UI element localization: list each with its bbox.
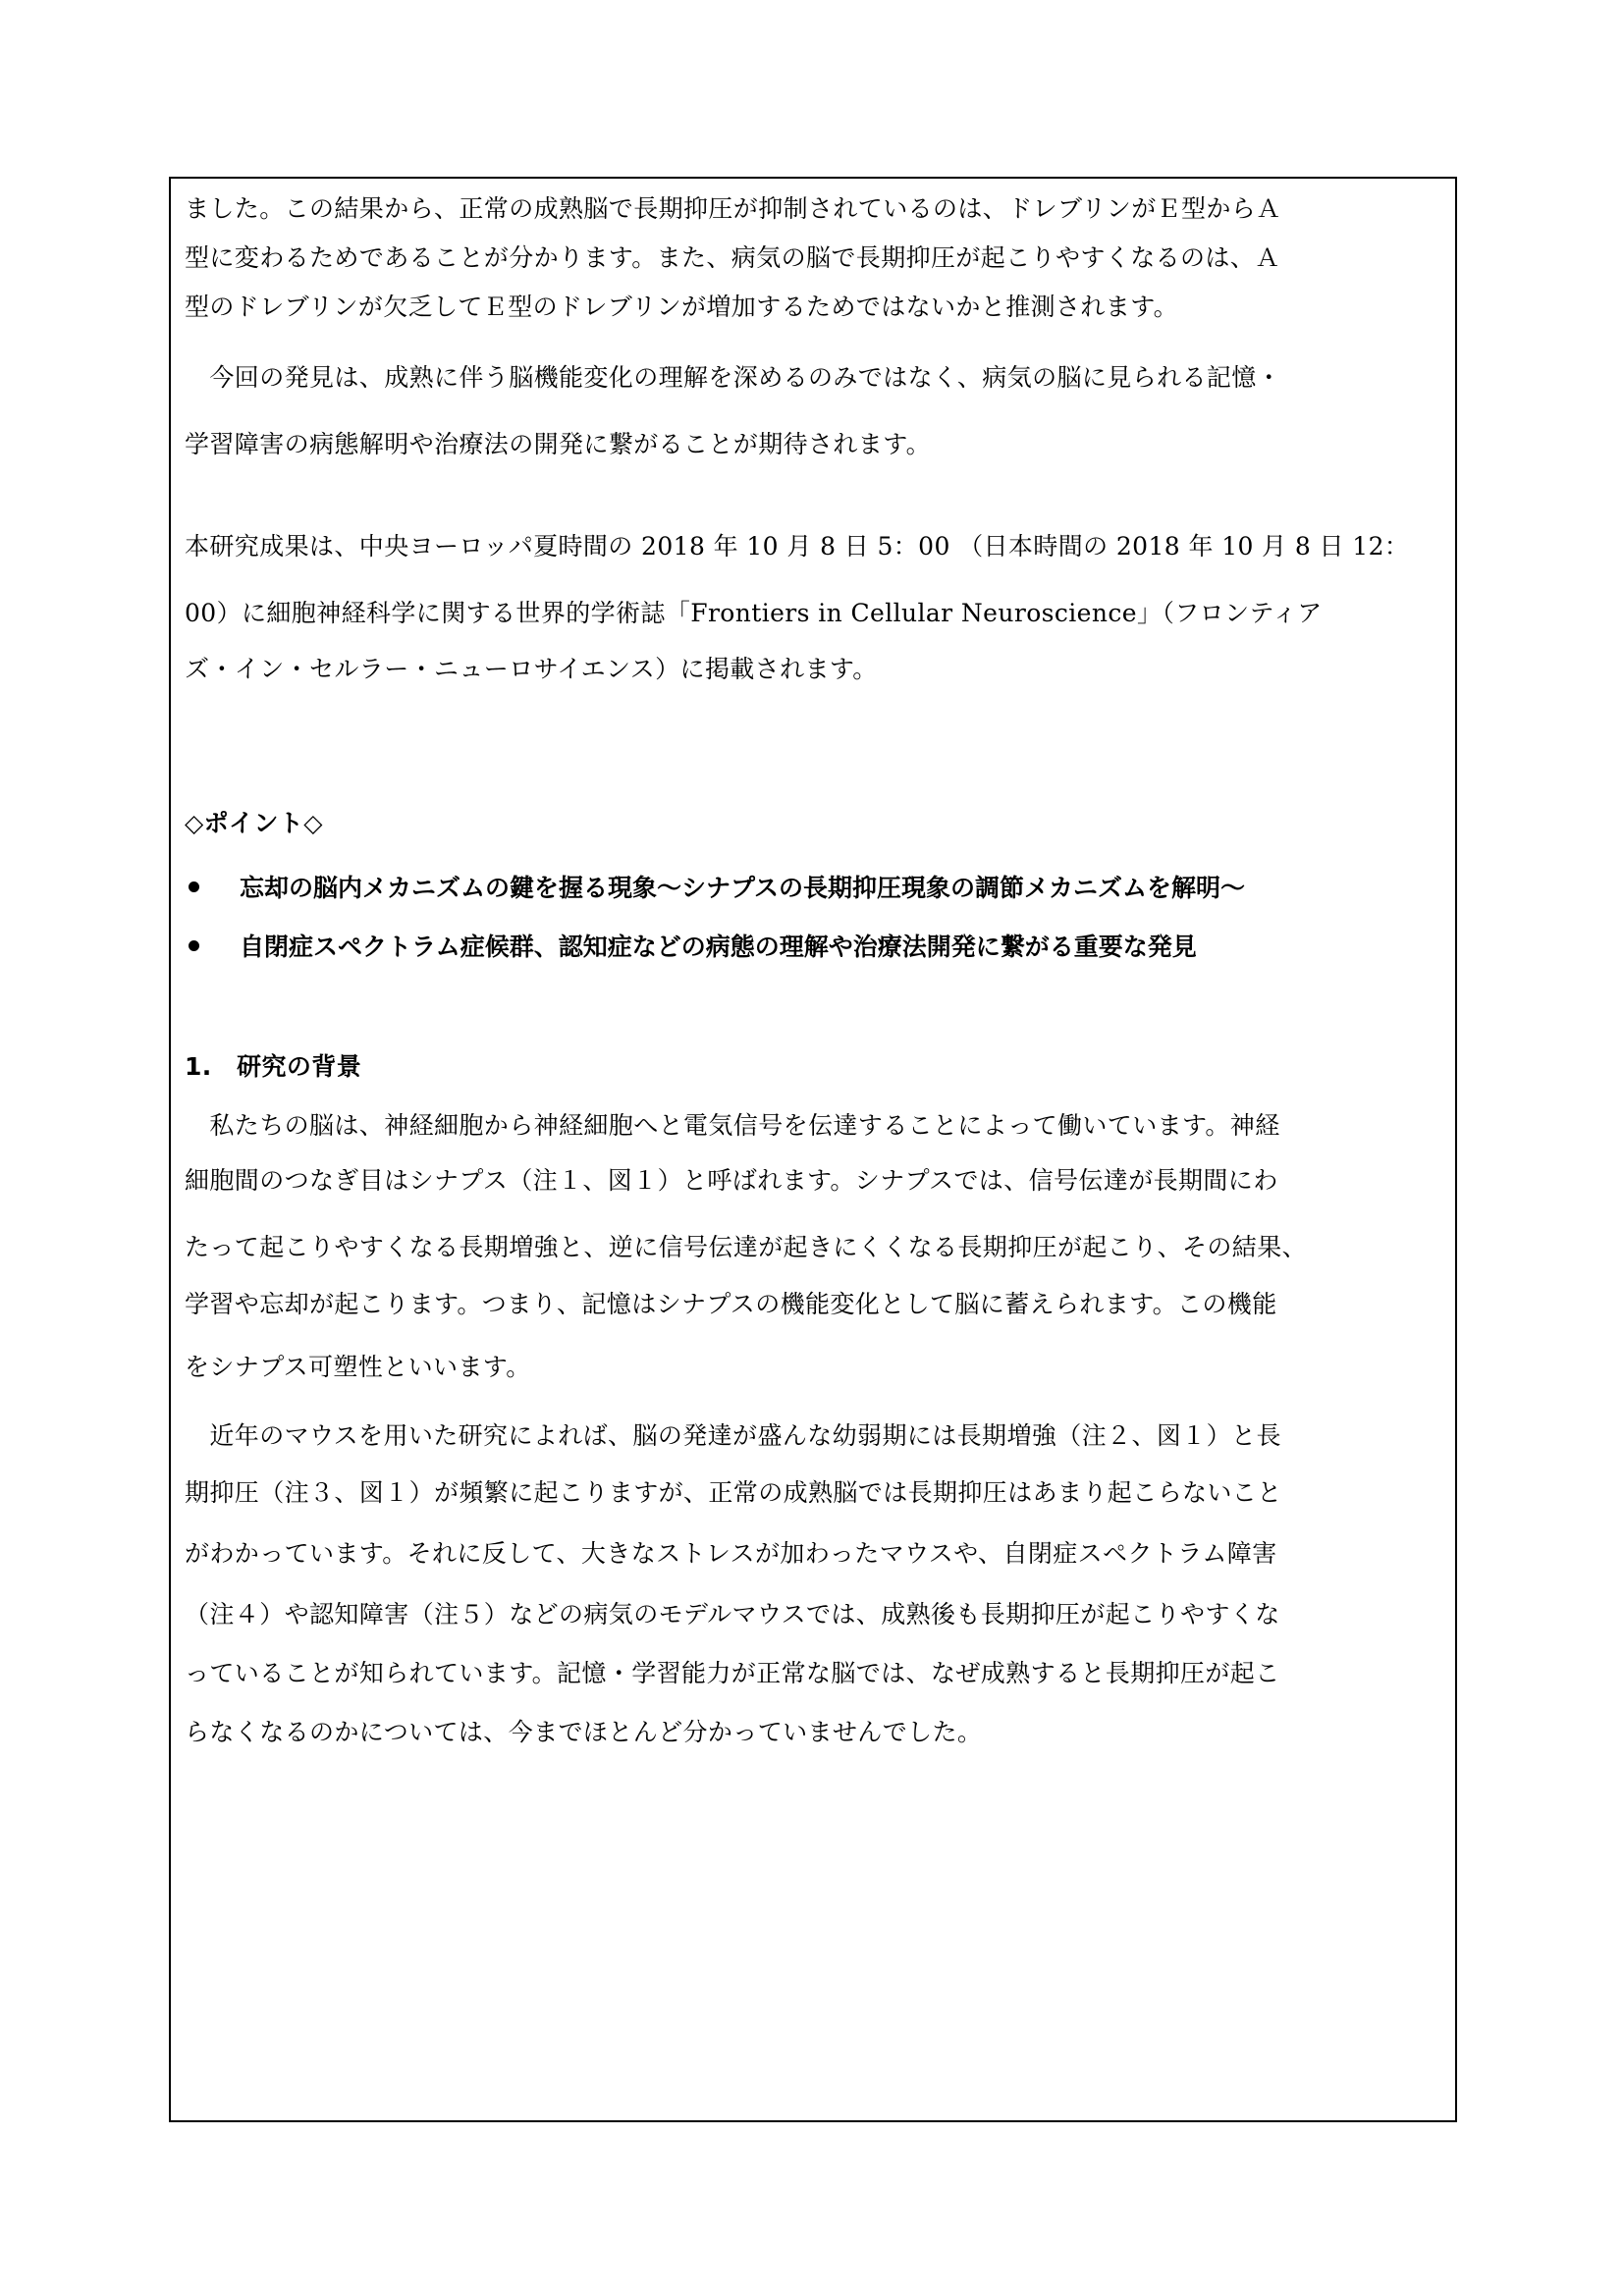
section1-para1-line: 私たちの脳は、神経細胞から神経細胞へと電気信号を伝達することによって働いています。神経 <box>185 1111 1280 1140</box>
discovery-line: 今回の発見は、成熟に伴う脳機能変化の理解を深めるのみではなく、病気の脳に見られる記憶・ <box>185 363 1282 392</box>
publication-line: 本研究成果は、中央ヨーロッパ夏時間の 2018 年 10 月 8 日 5：00 （日本時間の 2018 年 10 月 8 日 12： <box>185 532 1410 561</box>
section-heading: 1. 研究の背景 <box>185 1052 362 1081</box>
point-item <box>185 872 1246 905</box>
section1-para2-line: がわかっています。それに反して、大きなストレスが加わったマウスや、自閉症スペクトラム障害 <box>185 1539 1277 1568</box>
intro-line: 型に変わるためであることが分かります。また、病気の脳で長期抑圧が起こりやすくなるのは、Ａ <box>185 243 1280 272</box>
point-item <box>185 931 1197 964</box>
section1-para2-line: っていることが知られています。記憶・学習能力が正常な脳では、なぜ成熟すると長期抑圧が起こ <box>185 1659 1280 1687</box>
section1-para1-line: たって起こりやすくなる長期増強と、逆に信号伝達が起きにくくなる長期抑圧が起こり、その結果、 <box>185 1233 1308 1261</box>
publication-line: 00）に細胞神経科学に関する世界的学術誌「Frontiers in Cellular Neuroscience」（フロンティア <box>185 599 1323 627</box>
bullet-icon <box>189 881 199 892</box>
content-frame <box>169 177 1457 2122</box>
bullet-icon <box>189 940 199 951</box>
section1-para2-line: らなくなるのかについては、今までほとんど分かっていませんでした。 <box>185 1718 983 1746</box>
discovery-line: 学習障害の病態解明や治療法の開発に繋がることが期待されます。 <box>185 430 932 458</box>
points-heading: ◇ポイント◇ <box>185 809 323 837</box>
point-text: 忘却の脳内メカニズムの鍵を握る現象～シナプスの長期抑圧現象の調節メカニズムを解明～ <box>240 874 1246 902</box>
point-text: 自閉症スペクトラム症候群、認知症などの病態の理解や治療法開発に繋がる重要な発見 <box>240 933 1197 961</box>
section1-para2-line: 期抑圧（注３、図１）が頻繁に起こりますが、正常の成熟脳では長期抑圧はあまり起こらないこと <box>185 1478 1282 1507</box>
section1-para1-line: 細胞間のつなぎ目はシナプス（注１、図１）と呼ばれます。シナプスでは、信号伝達が長期間にわ <box>185 1166 1278 1195</box>
section1-para2-line: 近年のマウスを用いた研究によれば、脳の発達が盛んな幼弱期には長期増強（注２、図１）と長 <box>185 1421 1281 1450</box>
intro-line: 型のドレブリンが欠乏してＥ型のドレブリンが増加するためではないかと推測されます。 <box>185 293 1179 321</box>
section1-para1-line: をシナプス可塑性といいます。 <box>185 1353 531 1381</box>
intro-line: ました。この結果から、正常の成熟脳で長期抑圧が抑制されているのは、ドレブリンがＥ型からＡ <box>185 194 1281 223</box>
publication-line: ズ・イン・セルラー・ニューロサイエンス）に掲載されます。 <box>185 655 878 683</box>
section1-para1-line: 学習や忘却が起こります。つまり、記憶はシナプスの機能変化として脳に蓄えられます。この機能 <box>185 1290 1277 1318</box>
section1-para2-line: （注４）や認知障害（注５）などの病気のモデルマウスでは、成熟後も長期抑圧が起こりやすくな <box>185 1600 1280 1629</box>
